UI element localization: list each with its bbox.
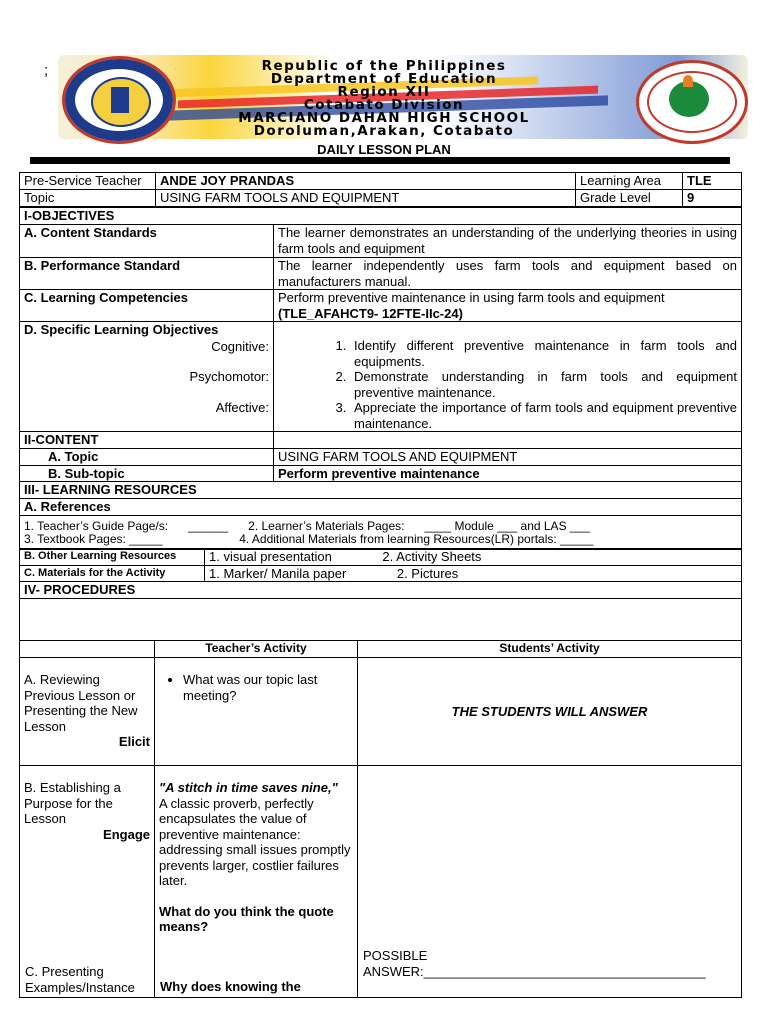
references-cell: [20, 515, 742, 549]
title-divider: [30, 157, 730, 164]
resources-heading: III- LEARNING RESOURCES: [20, 482, 742, 499]
teacher-label: Pre-Service Teacher: [20, 173, 156, 190]
objectives-list-cell: [274, 322, 742, 432]
info-table: [19, 172, 742, 207]
step-a-cell: [20, 658, 155, 766]
step-b-text: A classic proverb, perfectly encapsulates the value of preventive maintenance: addressing small issues promptly prevents larger, costlier failures later.: [159, 795, 351, 888]
step-b-phase: Engage: [103, 826, 150, 842]
step-b-teacher-cell: [155, 766, 358, 998]
performance-standard-value: The learner independently uses farm tools and equipment based on manufacturers manual.: [274, 258, 742, 290]
domain-psychomotor: Psychomotor:: [189, 369, 269, 384]
step-b-label: B. Establishing a Purpose for the Lesson: [24, 780, 121, 826]
competencies-code: (TLE_AFAHCT9- 12FTE-IIc-24): [278, 305, 463, 321]
step-b-cell: [20, 766, 155, 998]
grade-label: Grade Level: [576, 190, 683, 207]
performance-standard-label: B. Performance Standard: [20, 258, 274, 290]
step-a-teacher-cell: [155, 658, 358, 766]
competencies-value: Perform preventive maintenance in using farm tools and equipment: [278, 290, 665, 305]
domain-cognitive: Cognitive:: [211, 338, 269, 354]
step-a-question: • What was our topic last meeting?: [183, 672, 353, 703]
empty-cell: [274, 432, 742, 449]
domain-affective: Affective:: [215, 399, 269, 415]
header-department: Department of Education: [270, 71, 498, 87]
references-line-2: 3. Textbook Pages: _____ 4. Additional Materials from learning Resources(LR) portals: _____: [24, 532, 594, 546]
students-activity-header: Students’ Activity: [358, 641, 742, 658]
competencies-cell: [274, 290, 742, 322]
topic-label: Topic: [20, 190, 156, 207]
content-topic-value: USING FARM TOOLS AND EQUIPMENT: [274, 449, 742, 466]
materials-value: 1. Marker/ Manila paper 2. Pictures: [205, 565, 742, 582]
step-b-quote: "A stitch in time saves nine,": [159, 780, 338, 795]
teacher-value: ANDE JOY PRANDAS: [156, 173, 576, 190]
step-b-question: What do you think the quote means?: [159, 903, 334, 934]
other-resources-value: 1. visual presentation 2. Activity Sheets: [205, 549, 742, 566]
procedures-blank-row: [20, 599, 742, 641]
area-value: TLE: [683, 173, 742, 190]
content-standards-label: A. Content Standards: [20, 225, 274, 258]
references-line-1: 1. Teacher’s Guide Page/s: ______ 2. Learner’s Materials Pages: ____ Module ___ and LAS ___: [24, 518, 590, 533]
specific-objectives-cell: [20, 322, 274, 432]
content-heading: II-CONTENT: [20, 432, 274, 449]
content-standards-value: The learner demonstrates an understanding of the underlying theories in using farm tools and equipment: [274, 225, 742, 258]
header-division: Cotabato Division: [303, 97, 465, 113]
header-republic: Republic of the Philippines: [261, 58, 507, 74]
specific-objectives-label: D. Specific Learning Objectives: [24, 322, 219, 337]
competencies-label: C. Learning Competencies: [20, 290, 274, 322]
step-a-teacher-list: [159, 672, 353, 703]
procedures-header-blank: [20, 641, 155, 658]
teacher-activity-header: Teacher’s Activity: [155, 641, 358, 658]
procedures-heading: IV- PROCEDURES: [20, 582, 742, 599]
objectives-heading: I-OBJECTIVES: [20, 208, 742, 225]
document-title: DAILY LESSON PLAN: [317, 142, 451, 157]
content-topic-label: A. Topic: [20, 449, 274, 466]
content-subtopic-value: Perform preventive maintenance: [274, 465, 742, 482]
objective-item: 1. Identify different preventive maintenance in farm tools and equipments.: [350, 338, 737, 369]
procedures-table: [19, 581, 742, 998]
area-label: Learning Area: [576, 173, 683, 190]
step-a-phase: Elicit: [118, 734, 150, 749]
topic-value: USING FARM TOOLS AND EQUIPMENT: [156, 190, 576, 207]
step-b-student-cell: [358, 766, 742, 998]
content-subtopic-label: B. Sub-topic: [20, 465, 274, 482]
objective-item: 2. Demonstrate understanding in farm tools and equipment preventive maintenance.: [350, 369, 737, 400]
step-c-label: C. Presenting Examples/Instance: [25, 964, 135, 995]
objectives-list: [278, 338, 737, 431]
materials-label: C. Materials for the Activity: [20, 565, 205, 582]
step-a-student-answer: THE STUDENTS WILL ANSWER: [358, 658, 742, 766]
objective-item: 3. Appreciate the importance of farm tools and equipment preventive maintenance.: [350, 400, 737, 431]
header-region: Region XII: [337, 84, 431, 100]
possible-answer: POSSIBLE ANSWER:_______________________________________: [363, 948, 706, 979]
grade-value: 9: [683, 190, 742, 207]
stray-semicolon: ;: [44, 62, 49, 79]
references-label: A. References: [20, 499, 742, 516]
objectives-table: [19, 207, 742, 550]
header-address: Doroluman,Arakan, Cotabato: [253, 123, 515, 139]
step-b-question-2: Why does knowing the: [160, 979, 301, 994]
step-a-label: A. Reviewing Previous Lesson or Presenting the New Lesson: [24, 672, 138, 734]
header-school: MARCIANO DAHAN HIGH SCHOOL: [238, 110, 530, 126]
other-resources-label: B. Other Learning Resources: [20, 549, 205, 566]
other-resources-table: [19, 548, 742, 582]
